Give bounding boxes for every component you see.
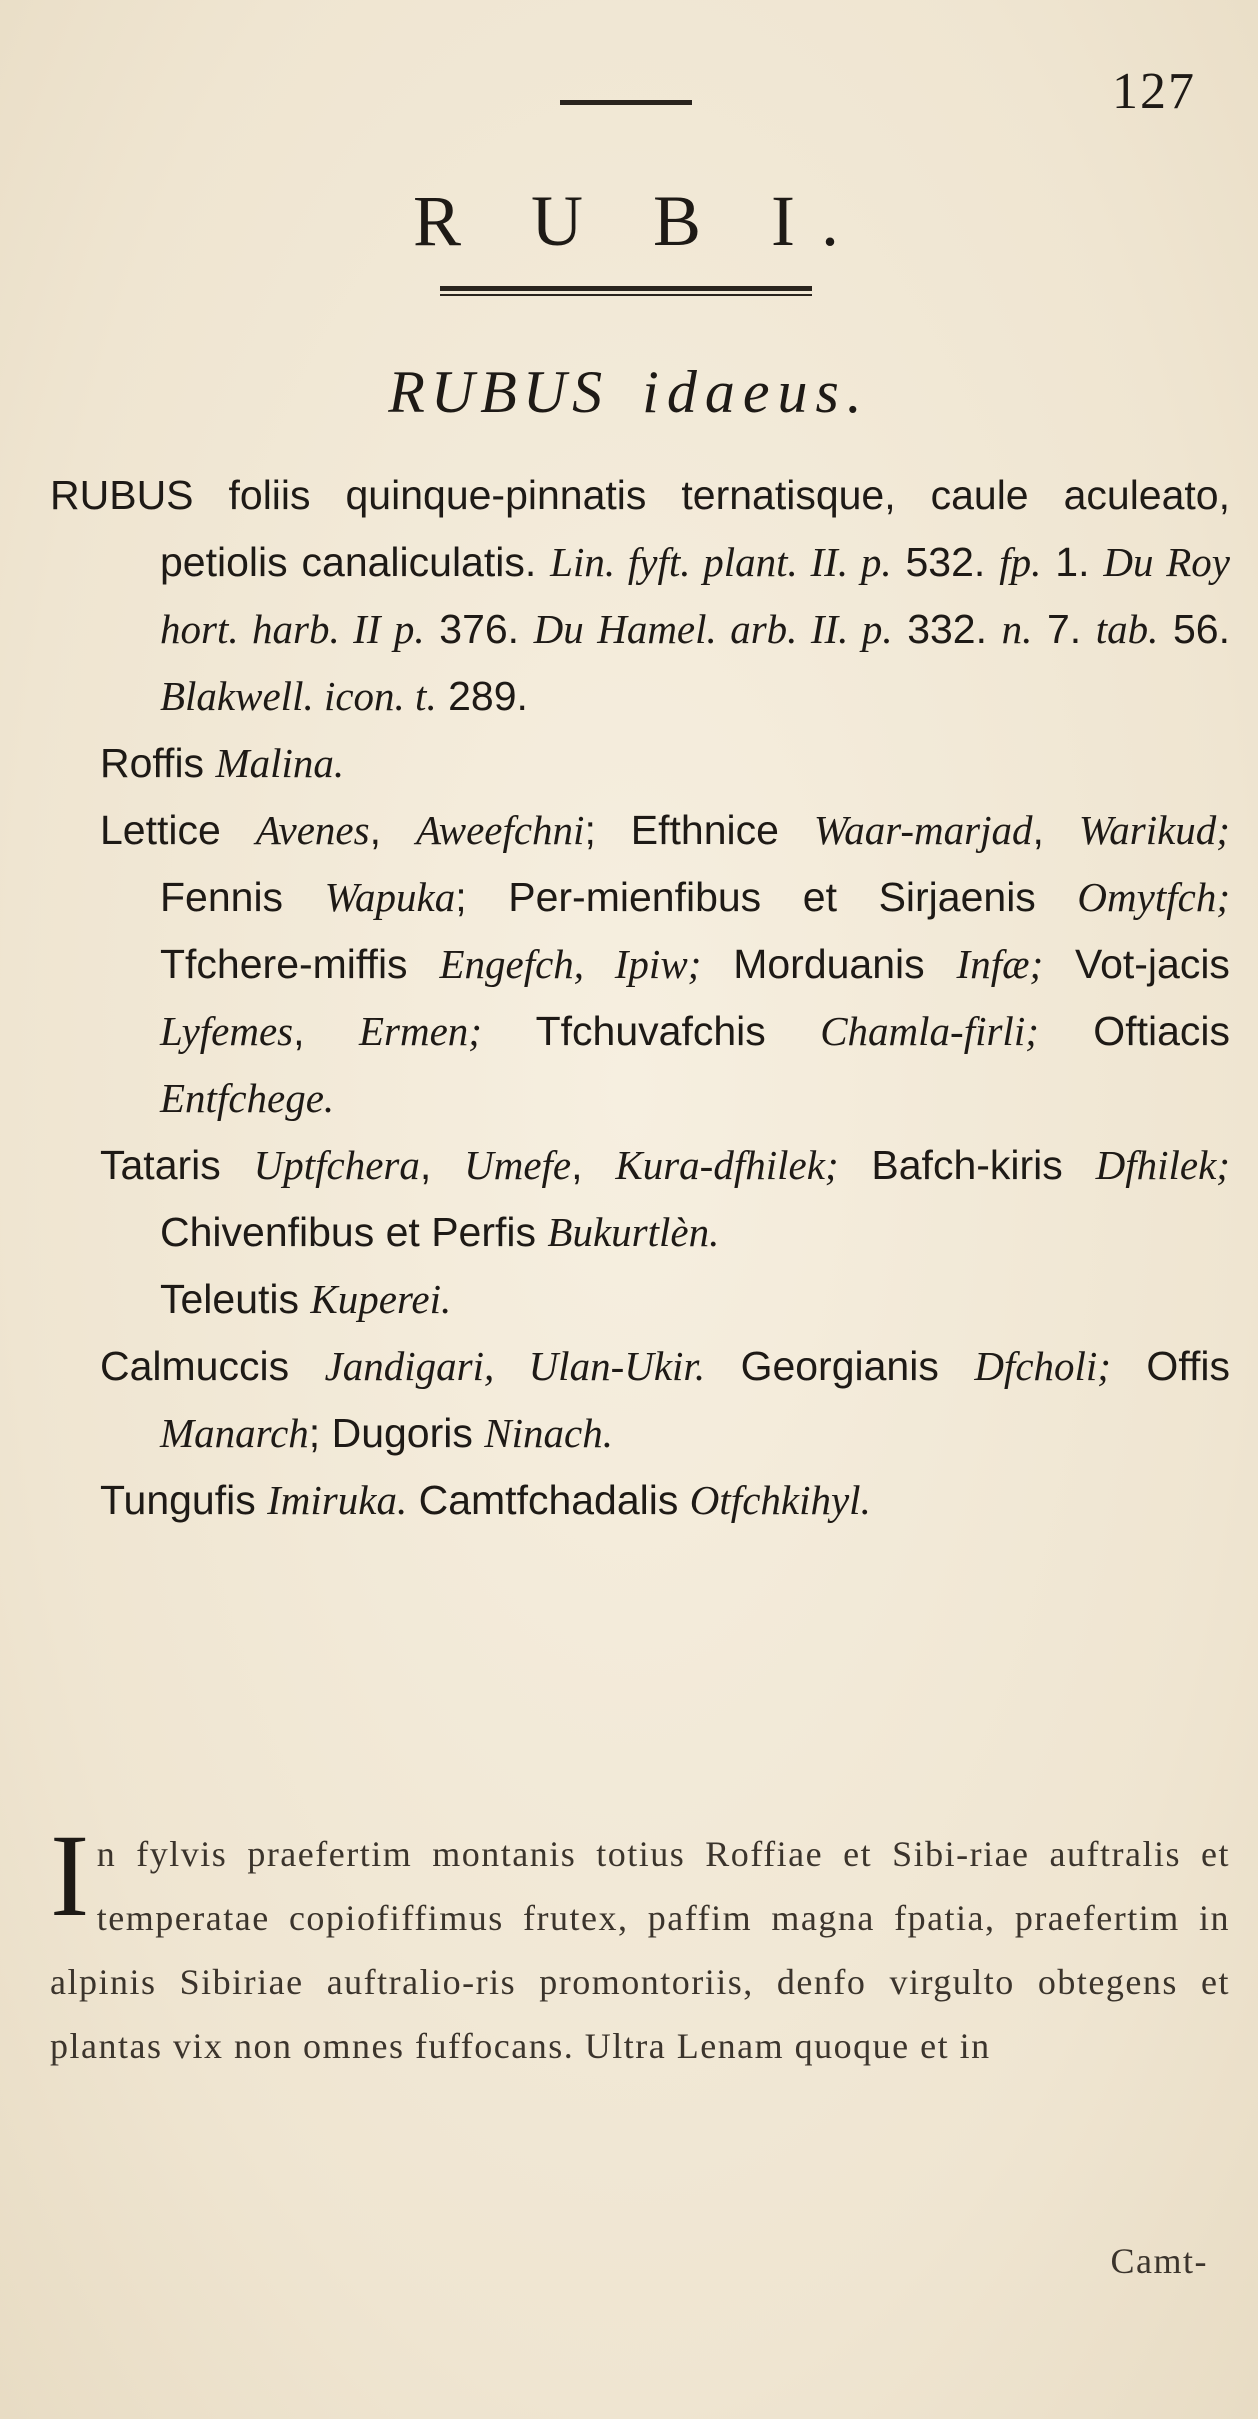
vernacular-name: Dfcholi;	[974, 1343, 1111, 1389]
entry-reference: Du Hamel. arb. II. p.	[533, 606, 893, 652]
entry-reference: Blakwell. icon. t.	[160, 673, 437, 719]
entry-text: Calmuccis	[100, 1343, 290, 1389]
entry-linnaeus	[50, 462, 1230, 730]
entry-text: 332.	[907, 606, 988, 652]
vernacular-name: Bukurtlèn.	[547, 1209, 720, 1255]
species-genus: RUBUS	[388, 359, 609, 425]
entry-text: ,	[419, 1142, 432, 1188]
entry-teleutis	[50, 1266, 1230, 1333]
entry-reference: Du Roy hort. harb. II p.	[160, 539, 1230, 652]
vernacular-name: Wapuka	[324, 874, 456, 920]
vernacular-name: Malina.	[215, 740, 345, 786]
vernacular-name: Kura-dfhilek;	[615, 1142, 839, 1188]
vernacular-name: Kuperei.	[310, 1276, 452, 1322]
entry-text: 56.	[1173, 606, 1230, 652]
entry-text: ,	[369, 807, 381, 853]
entry-text: Roffis	[100, 740, 205, 786]
catchword: Camt-	[1110, 2241, 1208, 2281]
species-title	[0, 358, 1258, 427]
vernacular-name: Chamla-firli;	[820, 1008, 1039, 1054]
vernacular-name: Aweefchni	[415, 807, 585, 853]
vernacular-name: Waar-marjad	[813, 807, 1033, 853]
section-title: R U B I.	[412, 181, 866, 261]
entry-text: 289.	[448, 673, 528, 719]
entry-text: RUBUS foliis quinque-pinnatis ternatisque, caule aculeato, petiolis canaliculatis.	[50, 472, 1230, 585]
title-double-rule	[440, 286, 812, 296]
vernacular-name: Entfchege.	[160, 1075, 335, 1121]
entry-tataris	[50, 1132, 1230, 1266]
entry-text: ,	[571, 1142, 583, 1188]
entry-text: Bafch-kiris	[871, 1142, 1063, 1188]
description-text: n fylvis praefertim montanis totius Roffiae et Sibi-riae auftralis et temperatae copiofiffimus frutex, paffim magna fpatia, praefertim in alpinis Sibiriae auftralio-ris promontoriis, denfo virgulto obtegens et plantas vix non omnes fuffocans. Ultra Lenam quoque et in	[50, 1834, 1230, 2066]
entry-text: ; Dugoris	[308, 1410, 473, 1456]
description-paragraph	[50, 1810, 1230, 2078]
entry-reference: fp.	[999, 539, 1042, 585]
synonymy-block	[50, 462, 1230, 1534]
vernacular-name: Manarch	[160, 1410, 309, 1456]
entry-text: ,	[1032, 807, 1044, 853]
entry-text: Camtfchadalis	[418, 1477, 679, 1523]
entry-calmuccis	[50, 1333, 1230, 1467]
header-rule	[560, 100, 692, 105]
entry-reference: tab.	[1095, 606, 1159, 652]
vernacular-name: Dfhilek;	[1095, 1142, 1230, 1188]
entry-reference: Lin. fyft. plant. II. p.	[550, 539, 892, 585]
vernacular-name: Engefch, Ipiw;	[439, 941, 702, 987]
entry-text: Morduanis	[733, 941, 925, 987]
vernacular-name: Omytfch;	[1077, 874, 1230, 920]
vernacular-name: Ermen;	[358, 1008, 482, 1054]
entry-text: Fennis	[160, 874, 284, 920]
entry-text: Vot-jacis	[1074, 941, 1230, 987]
entry-text: 1.	[1055, 539, 1090, 585]
entry-text: ; Per-mienfibus et Sirjaenis	[455, 874, 1036, 920]
vernacular-name: Avenes	[255, 807, 370, 853]
entry-text: Tataris	[100, 1142, 221, 1188]
entry-text: ; Efthnice	[584, 807, 779, 853]
entry-text: Tungufis	[100, 1477, 256, 1523]
entry-text: ,	[293, 1008, 305, 1054]
vernacular-name: Lyfemes	[160, 1008, 294, 1054]
vernacular-name: Ninach.	[484, 1410, 613, 1456]
entry-text: Georgianis	[740, 1343, 939, 1389]
entry-lettice	[50, 797, 1230, 1132]
species-epithet: idaeus.	[642, 359, 870, 425]
vernacular-name: Umefe	[464, 1142, 572, 1188]
entry-tungufis	[50, 1467, 1230, 1534]
page-number: 127	[1112, 63, 1196, 120]
vernacular-name: Warikud;	[1078, 807, 1230, 853]
vernacular-name: Jandigari, Ulan-Ukir.	[324, 1343, 706, 1389]
vernacular-name: Otfchkihyl.	[689, 1477, 871, 1523]
vernacular-name: Infæ;	[956, 941, 1044, 987]
entry-russian	[50, 730, 1230, 797]
entry-text: Lettice	[100, 807, 221, 853]
entry-text: Tfchuvafchis	[535, 1008, 766, 1054]
vernacular-name: Imiruka.	[267, 1477, 408, 1523]
entry-text: Oftiacis	[1093, 1008, 1230, 1054]
entry-text: Tfchere-miffis	[160, 941, 408, 987]
vernacular-name: Uptfchera	[253, 1142, 420, 1188]
entry-text: 532.	[905, 539, 986, 585]
entry-text: Teleutis	[160, 1276, 300, 1322]
entry-text: 376.	[439, 606, 520, 652]
entry-reference: n.	[1001, 606, 1033, 652]
drop-cap: I	[50, 1810, 91, 1941]
entry-text: Chivenfibus et Perfis	[160, 1209, 537, 1255]
entry-text: 7.	[1046, 606, 1082, 652]
entry-text: Offis	[1146, 1343, 1230, 1389]
